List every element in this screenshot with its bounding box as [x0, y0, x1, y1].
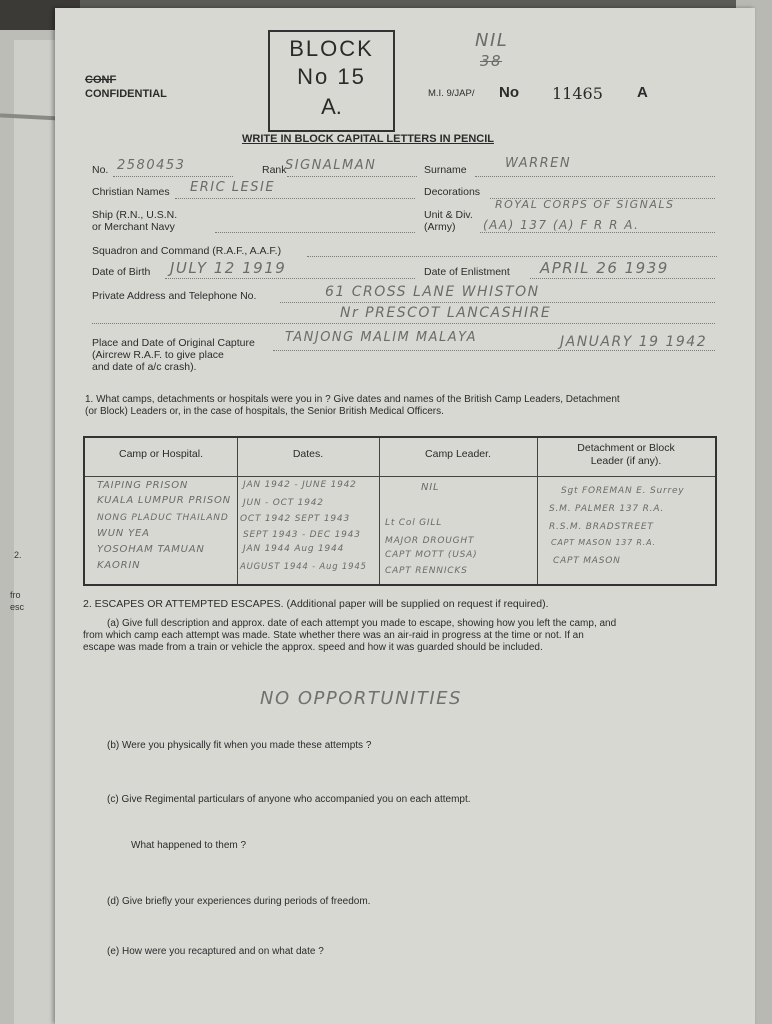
- christian-names-line: [175, 198, 415, 199]
- ship-line: [215, 232, 415, 233]
- header-camp: Camp or Hospital.: [118, 448, 204, 460]
- capture-label-2: (Aircrew R.A.F. to give place: [92, 349, 224, 361]
- margin-number: 2.: [14, 550, 22, 560]
- unit-label-2: (Army): [424, 221, 456, 233]
- questionnaire-page: [55, 8, 755, 1024]
- table-header-rule: [85, 476, 715, 477]
- dates-row-6: AUGUST 1944 - Aug 1945: [240, 562, 367, 572]
- question-2e: (e) How were you recaptured and on what date ?: [107, 946, 324, 957]
- detachment-row-1: Sgt FOREMAN E. Surrey: [561, 486, 685, 496]
- capture-label-1: Place and Date of Original Capture: [92, 337, 255, 349]
- unit-value-2: (AA) 137 (A) F R R A.: [483, 218, 640, 232]
- dates-row-5: JAN 1944 Aug 1944: [243, 544, 345, 554]
- rank-label: Rank: [262, 164, 287, 176]
- camp-row-3: NONG PLADUC THAILAND: [97, 513, 229, 523]
- surname-value: WARREN: [505, 156, 572, 171]
- rank-value: SIGNALMAN: [285, 158, 377, 173]
- rank-line: [287, 176, 417, 177]
- header-detachment: Detachment or Block Leader (if any).: [577, 442, 675, 467]
- header-camp-leader: Camp Leader.: [425, 448, 491, 460]
- service-no-line: [113, 176, 233, 177]
- address-label: Private Address and Telephone No.: [92, 290, 257, 302]
- ship-label-2: or Merchant Navy: [92, 221, 175, 233]
- christian-names-label: Christian Names: [92, 186, 170, 198]
- surname-line: [475, 176, 715, 177]
- detachment-row-3: R.S.M. BRADSTREET: [549, 522, 654, 532]
- block-line-1: BLOCK: [289, 36, 374, 61]
- address-line-2: [92, 323, 715, 324]
- leader-row-5: CAPT RENNICKS: [385, 566, 468, 576]
- capture-label-3: and date of a/c crash).: [92, 361, 197, 373]
- capture-line: [273, 350, 715, 351]
- block-line-2: No 15: [297, 64, 366, 89]
- leader-row-2: Lt Col GILL: [385, 518, 443, 528]
- squadron-label: Squadron and Command (R.A.F., A.A.F.): [92, 245, 282, 257]
- dates-row-2: JUN - OCT 1942: [243, 498, 324, 508]
- leader-row-3: MAJOR DROUGHT: [385, 536, 475, 546]
- dates-row-4: SEPT 1943 - DEC 1943: [243, 530, 361, 540]
- detachment-row-5: CAPT MASON: [553, 556, 621, 566]
- camp-row-2: KUALA LUMPUR PRISON: [97, 495, 231, 506]
- question-2b: (b) Were you physically fit when you made these attempts ?: [107, 740, 372, 751]
- dob-value: JULY 12 1919: [170, 259, 287, 277]
- dob-line: [165, 278, 415, 279]
- block-line-3: A.: [321, 94, 342, 119]
- camp-row-4: WUN YEA: [97, 528, 150, 539]
- dob-label: Date of Birth: [92, 266, 151, 278]
- capture-date-value: JANUARY 19 1942: [560, 334, 708, 350]
- capture-place-value: TANJONG MALIM MALAYA: [285, 330, 477, 345]
- number-label: No: [499, 84, 519, 101]
- question-2a-line-2: from which camp each attempt was made. State whether there was an air-raid in progress at the time or not. If an: [83, 630, 584, 641]
- ship-label-1: Ship (R.N., U.S.N.: [92, 209, 178, 221]
- margin-fragment-fr: fro: [10, 590, 21, 600]
- serial-number: 11465: [552, 84, 603, 103]
- unit-value-1: ROYAL CORPS OF SIGNALS: [495, 198, 675, 211]
- christian-names-value: ERIC LESIE: [190, 180, 276, 195]
- block-stamp: [268, 30, 395, 132]
- question-2c: (c) Give Regimental particulars of anyone who accompanied you on each attempt.: [107, 794, 471, 805]
- leader-row-1: NIL: [421, 482, 440, 493]
- block-capitals-instruction: WRITE IN BLOCK CAPITAL LETTERS IN PENCIL: [242, 133, 494, 145]
- margin-fragment-esc: esc: [10, 602, 25, 612]
- conf-struck: CONF: [85, 74, 117, 86]
- escape-answer: NO OPPORTUNITIES: [260, 688, 462, 709]
- mi-reference: M.I. 9/JAP/: [428, 88, 475, 99]
- address-value-2: Nr PRESCOT LANCASHIRE: [340, 305, 552, 321]
- question-2c-followup: What happened to them ?: [131, 840, 247, 851]
- dates-row-3: OCT 1942 SEPT 1943: [240, 514, 350, 524]
- question-2a-line-1: (a) Give full description and approx. date of each attempt you made to escape, showing how you left the camp, and: [107, 618, 617, 629]
- camp-row-1: TAIPING PRISON: [97, 480, 189, 491]
- address-value-1: 61 CROSS LANE WHISTON: [325, 284, 540, 300]
- detachment-row-4: CAPT MASON 137 R.A.: [551, 538, 656, 547]
- dates-row-1: JAN 1942 - JUNE 1942: [243, 480, 357, 490]
- question-2d: (d) Give briefly your experiences during periods of freedom.: [107, 896, 371, 907]
- enlistment-line: [530, 278, 715, 279]
- unit-line: [480, 232, 715, 233]
- camps-table: [83, 436, 717, 586]
- header-dates: Dates.: [292, 448, 324, 460]
- service-no-value: 2580453: [117, 158, 186, 173]
- address-line-1: [280, 302, 715, 303]
- service-no-label: No.: [92, 164, 109, 176]
- serial-suffix: A: [637, 84, 648, 101]
- detachment-row-2: S.M. PALMER 137 R.A.: [549, 504, 665, 514]
- question-2-heading: 2. ESCAPES OR ATTEMPTED ESCAPES. (Additional paper will be supplied on request if required).: [83, 598, 549, 610]
- camp-row-5: YOSOHAM TAMUAN: [97, 544, 205, 555]
- leader-row-4: CAPT MOTT (USA): [385, 550, 478, 560]
- nil-struck-number: 38: [480, 52, 503, 70]
- camp-row-6: KAORIN: [97, 560, 141, 571]
- nil-handwritten: NIL: [475, 30, 509, 51]
- decorations-label: Decorations: [424, 186, 481, 198]
- surname-label: Surname: [424, 164, 467, 176]
- squadron-line: [307, 256, 717, 257]
- unit-label-1: Unit & Div.: [424, 209, 473, 221]
- enlistment-label: Date of Enlistment: [424, 266, 510, 278]
- question-1-line-1: 1. What camps, detachments or hospitals were you in ? Give dates and names of the British Camp Leaders, Detachment: [85, 394, 620, 405]
- question-1-line-2: (or Block) Leaders or, in the case of hospitals, the Senior British Medical Officers.: [85, 406, 444, 417]
- confidential-label: CONFIDENTIAL: [85, 88, 167, 100]
- question-2a-line-3: escape was made from a train or vehicle the approx. speed and how it was guarded should be included.: [83, 642, 543, 653]
- enlistment-value: APRIL 26 1939: [540, 259, 669, 277]
